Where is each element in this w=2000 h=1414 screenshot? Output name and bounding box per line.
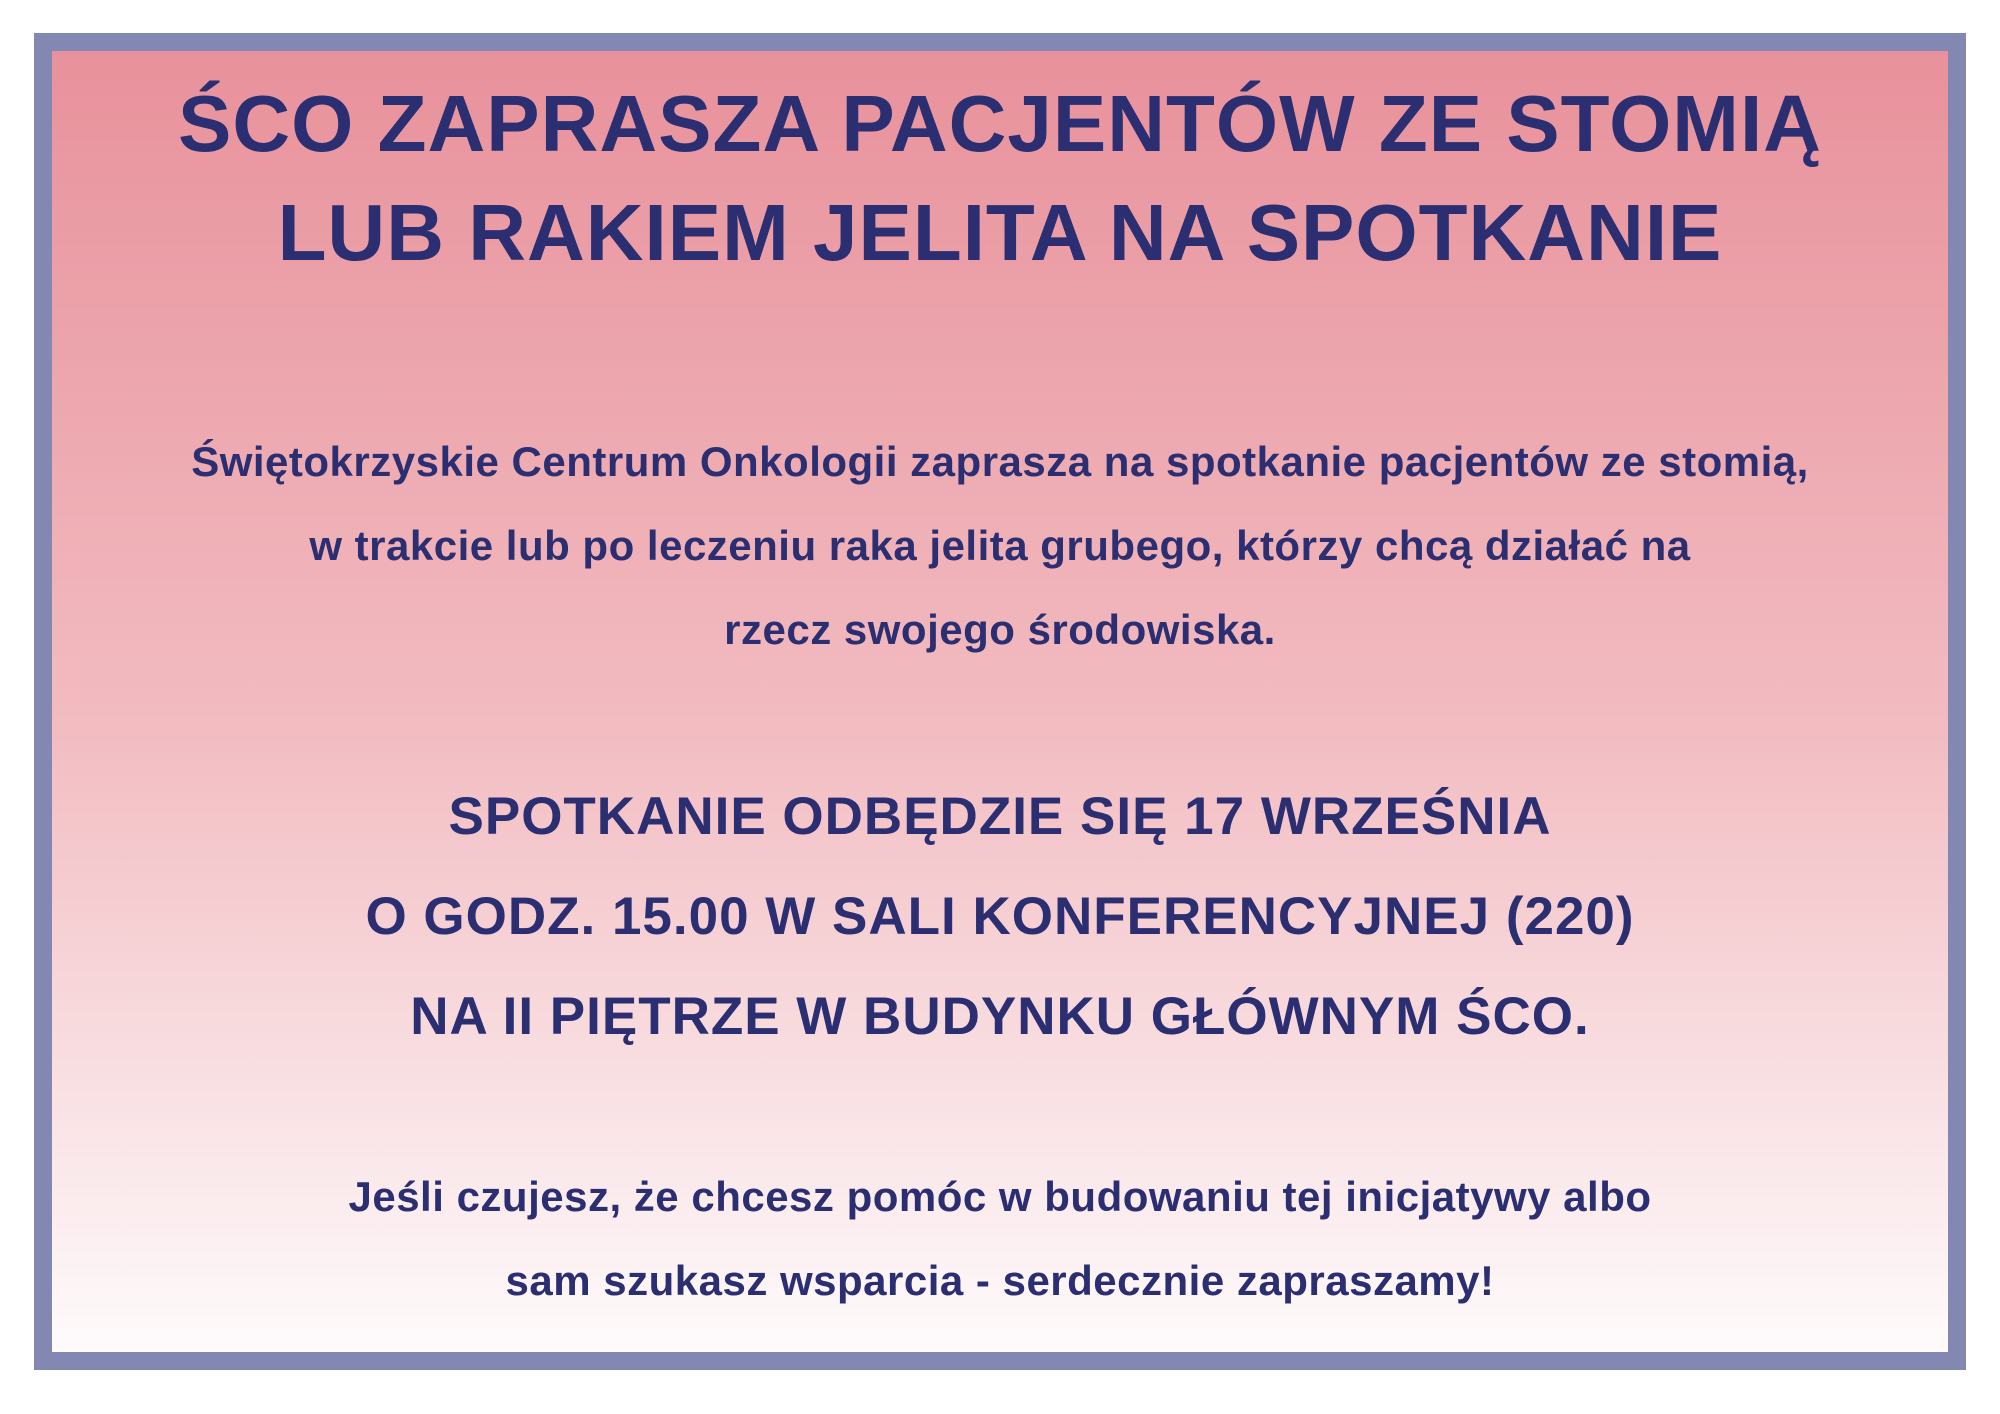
title-line-1: ŚCO ZAPRASZA PACJENTÓW ZE STOMIĄ — [178, 79, 1822, 168]
intro-line-2: w trakcie lub po leczeniu raka jelita grubego, którzy chcą działać na — [309, 522, 1691, 569]
closing-paragraph — [348, 1155, 1651, 1323]
event-details-line-1: SPOTKANIE ODBĘDZIE SIĘ 17 WRZEŚNIA — [448, 787, 1552, 846]
poster-content — [52, 51, 1948, 1352]
closing-line-2: sam szukasz wsparcia - serdecznie zapraszamy! — [505, 1257, 1495, 1304]
event-details — [365, 767, 1634, 1067]
poster-frame — [34, 33, 1966, 1370]
event-details-line-3: NA II PIĘTRZE W BUDYNKU GŁÓWNYM ŚCO. — [410, 987, 1590, 1046]
intro-line-3: rzecz swojego środowiska. — [724, 606, 1276, 653]
intro-paragraph — [191, 420, 1809, 672]
intro-line-1: Świętokrzyskie Centrum Onkologii zaprasza na spotkanie pacjentów ze stomią, — [191, 438, 1809, 485]
event-details-line-2: O GODZ. 15.00 W SALI KONFERENCYJNEJ (220) — [365, 887, 1635, 946]
title-line-2: LUB RAKIEM JELITA NA SPOTKANIE — [277, 188, 1723, 277]
closing-line-1: Jeśli czujesz, że chcesz pomóc w budowaniu tej inicjatywy albo — [348, 1173, 1652, 1220]
poster-title — [178, 69, 1822, 287]
